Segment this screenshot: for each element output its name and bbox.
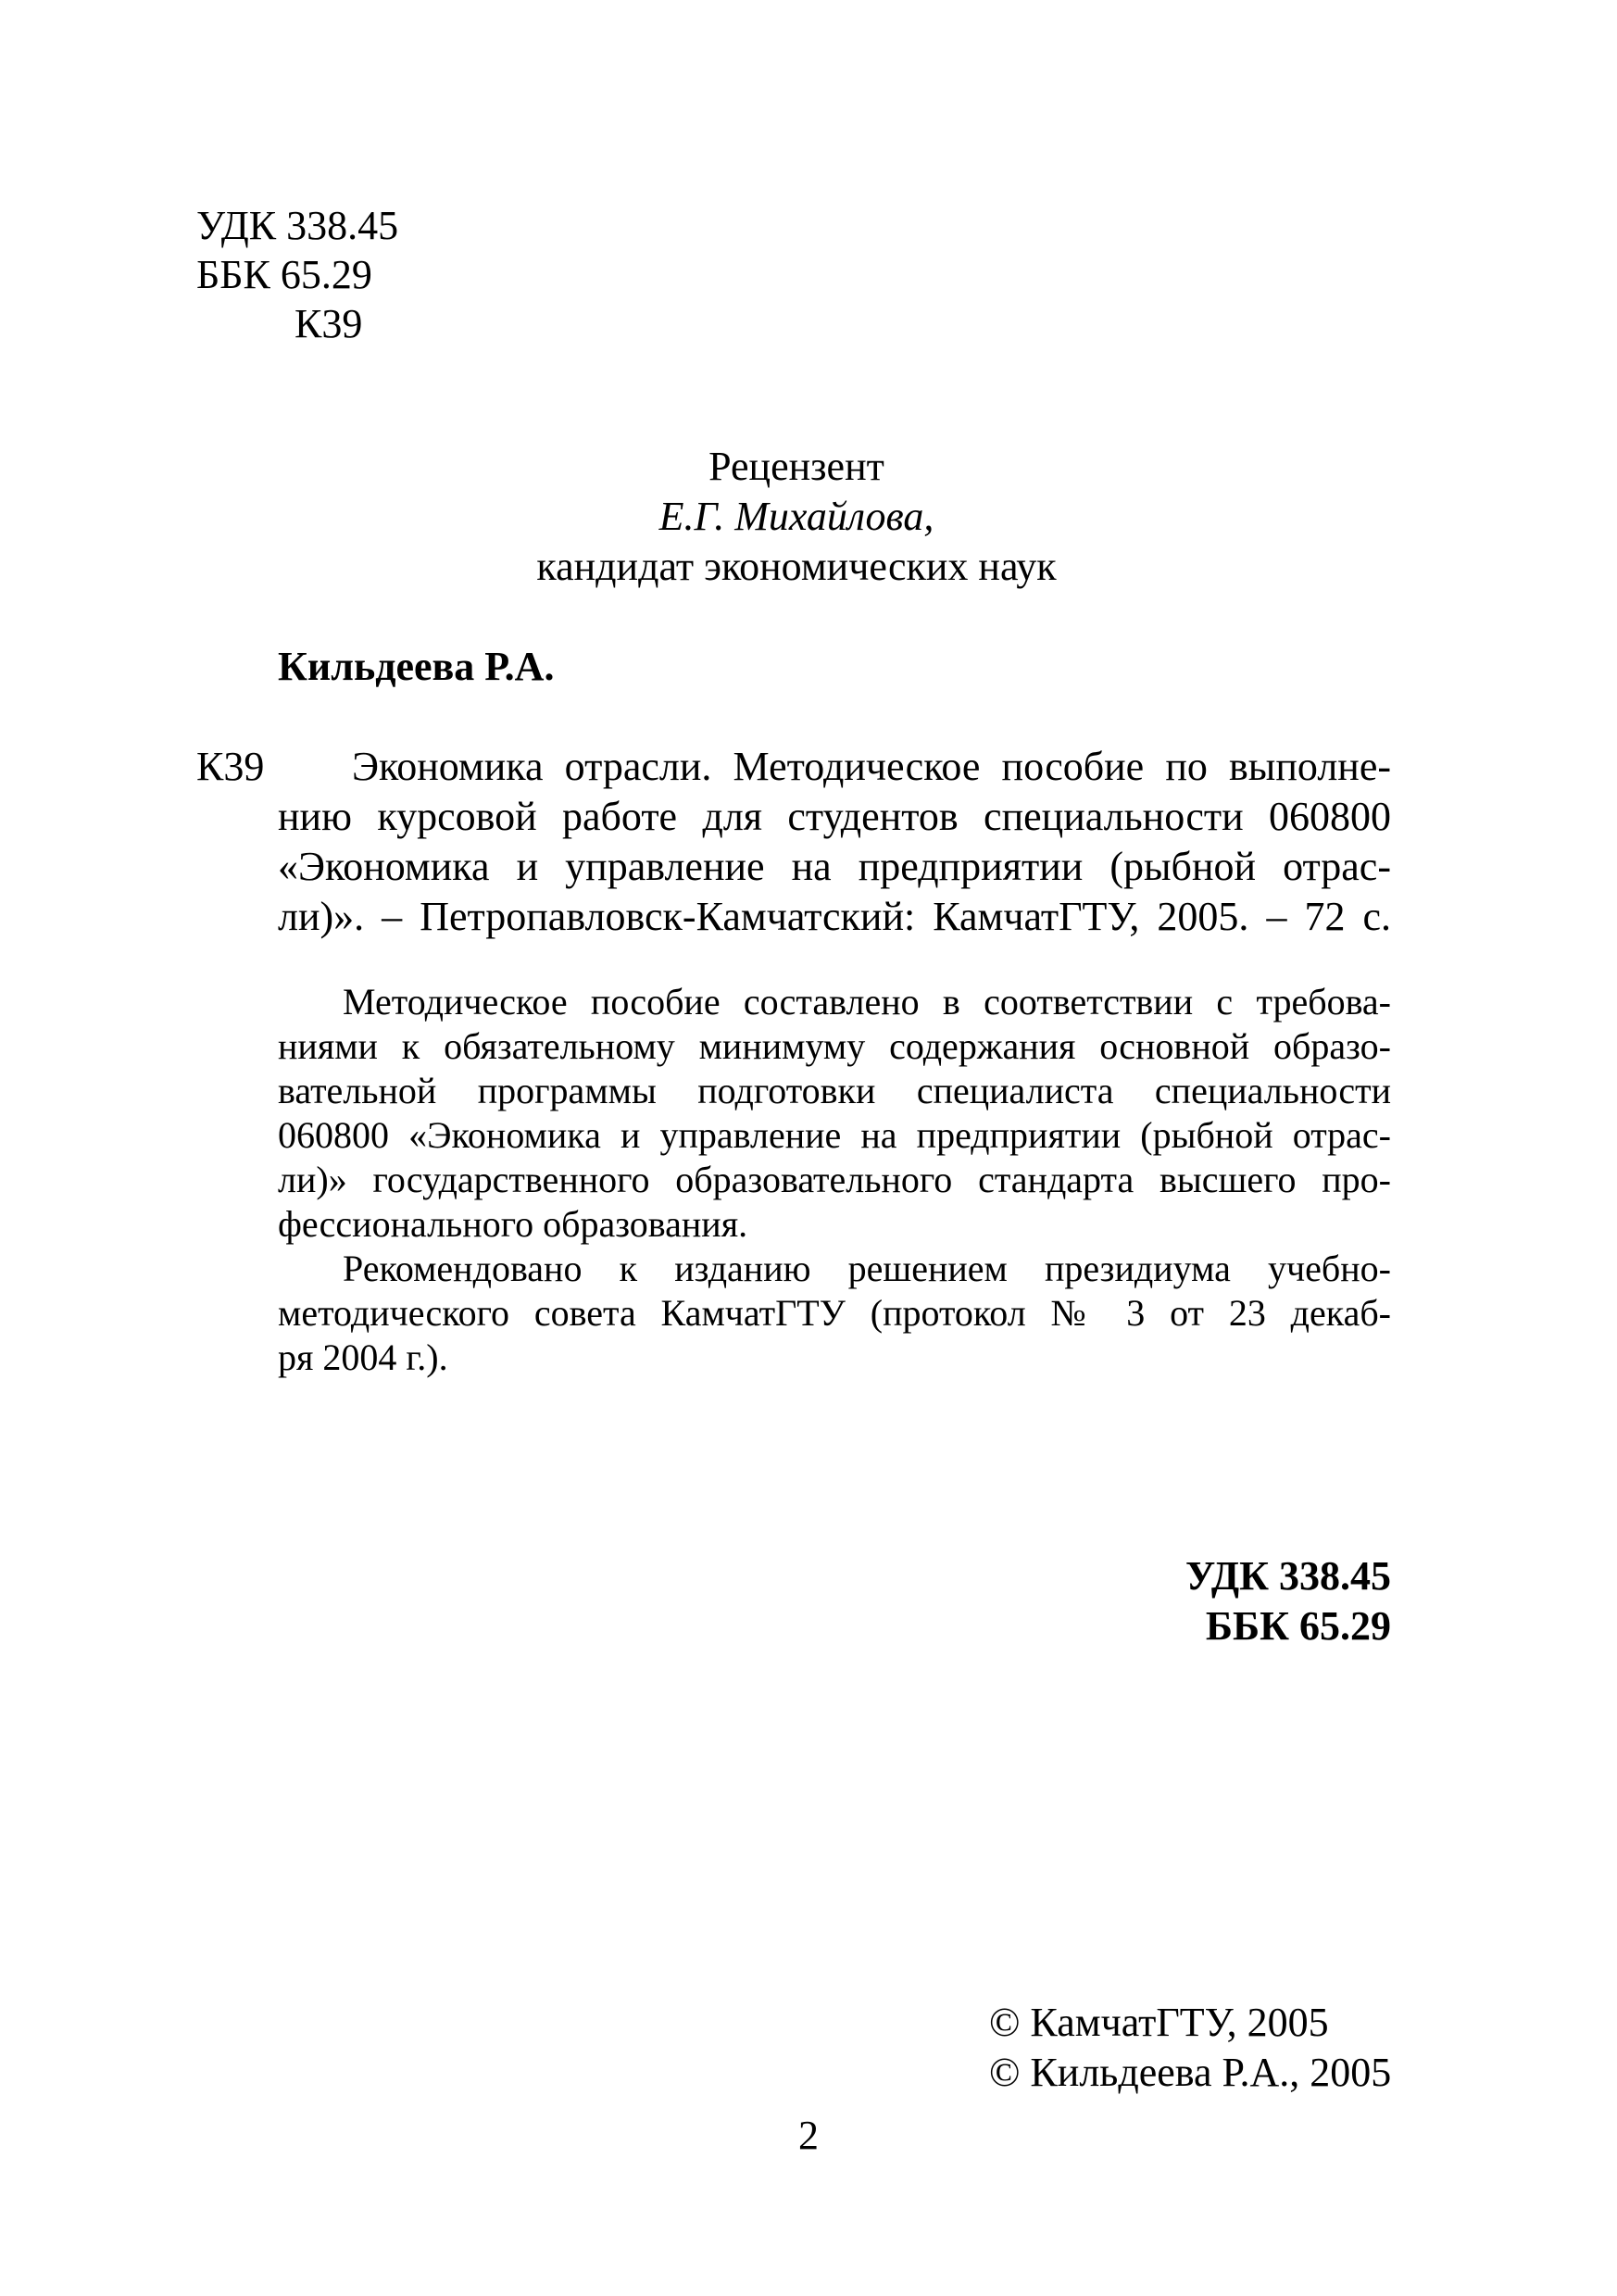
annotation-line: ли)» государственного образовательного стандарта высшего про- [278,1159,1391,1200]
recommendation-line: методического совета КамчатГТУ (протокол № 3 от 23 декаб- [278,1292,1391,1334]
copyright-line: © КамчатГТУ, 2005 [989,2000,1329,2045]
page-number: 2 [798,2113,819,2158]
bbk-code-bottom: ББК 65.29 [1205,1603,1391,1649]
recommendation-line: ря 2004 г.). [278,1336,448,1378]
bibliographic-line: нию курсовой работе для студентов специальности 060800 [278,794,1391,839]
annotation-line: 060800 «Экономика и управление на предприятии (рыбной отрас- [278,1114,1391,1156]
annotation-line: фессионального образования. [278,1203,748,1245]
annotation-line: вательной программы подготовки специалиста специальности [278,1070,1391,1111]
bbk-code: ББК 65.29 [196,252,372,297]
copyright-line: © Кильдеева Р.А., 2005 [989,2050,1392,2095]
bibliographic-line: Экономика отрасли. Методическое пособие по выполне- [352,744,1391,789]
reviewer-label: Рецензент [708,444,884,489]
bibliographic-line: ли)». – Петропавловск-Камчатский: КамчатГТУ, 2005. – 72 с. [278,894,1391,939]
annotation-line: ниями к обязательному минимуму содержания основной образо- [278,1025,1391,1067]
annotation-line: Методическое пособие составлено в соответствии с требова- [343,981,1391,1023]
udk-code-bottom: УДК 338.45 [1185,1553,1391,1599]
udk-code: УДК 338.45 [196,203,399,248]
reviewer-degree: кандидат экономических наук [536,544,1057,589]
reviewer-name: Е.Г. Михайлова, [658,494,934,539]
author-mark: К39 [295,301,363,346]
bibliographic-line: «Экономика и управление на предприятии (рыбной отрас- [278,844,1391,889]
recommendation-line: Рекомендовано к изданию решением президиума учебно- [343,1248,1391,1289]
author-name: Кильдеева Р.А. [278,644,555,689]
bibliographic-mark: К39 [196,744,265,789]
